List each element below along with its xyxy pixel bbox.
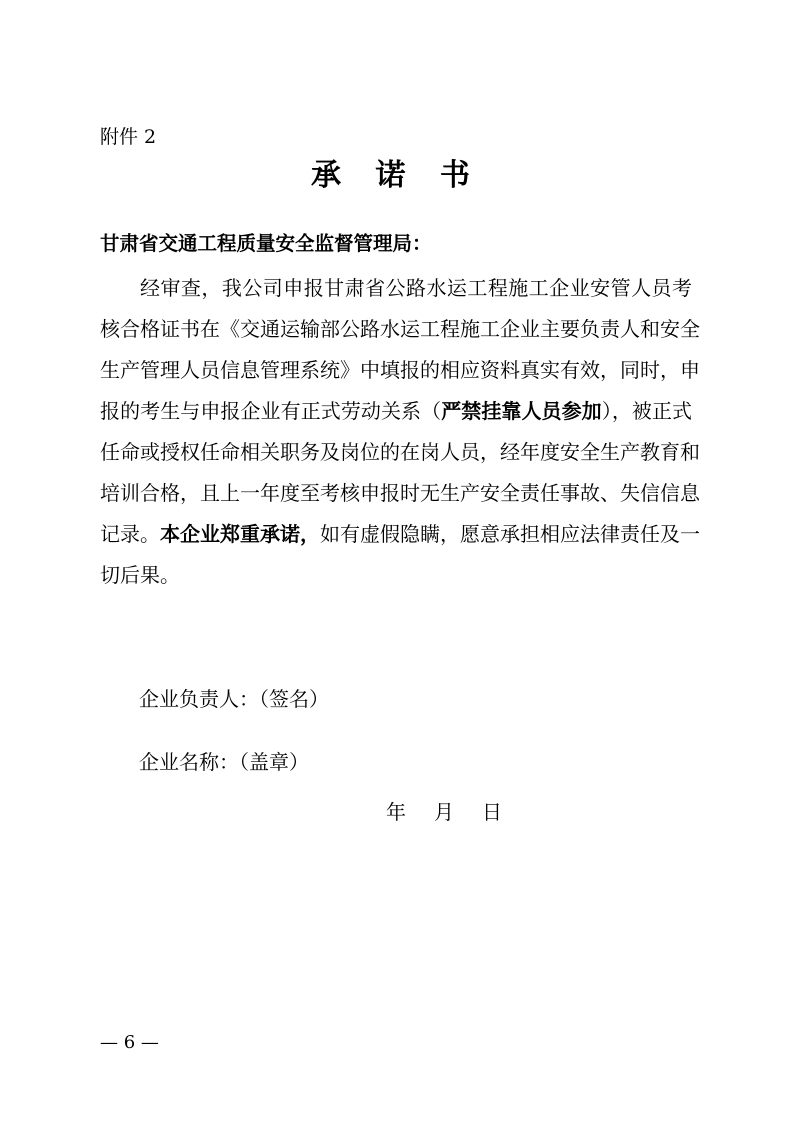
body-line-7-part-a: 记录。 xyxy=(100,522,160,546)
body-line-5: 任命或授权任命相关职务及岗位的在岗人员，经年度安全生产教育和 xyxy=(100,440,700,464)
emphasis-no-affiliation: 严禁挂靠人员参加 xyxy=(441,399,602,423)
body-line-7-part-b: 如有虚假隐瞒，愿意承担相应法律责任及一 xyxy=(320,522,700,546)
body-line-4 xyxy=(100,395,692,424)
body-line-4-part-b: ），被正式 xyxy=(601,399,693,423)
body-line-7 xyxy=(100,518,700,547)
body-line-3: 生产管理人员信息管理系统》中填报的相应资料真实有效，同时，申 xyxy=(100,358,700,382)
date-line xyxy=(386,796,530,825)
attachment-label: 附件 2 xyxy=(100,126,157,148)
body-line-2: 核合格证书在《交通运输部公路水运工程施工企业主要负责人和安全 xyxy=(100,317,700,341)
page-number: — 6 — xyxy=(100,1032,159,1053)
body-line-1: 经审查，我公司申报甘肃省公路水运工程施工企业安管人员考 xyxy=(140,276,692,300)
document-title: 承 诺 书 xyxy=(311,158,482,193)
date-year: 年 xyxy=(386,800,406,824)
recipient-line: 甘肃省交通工程质量安全监督管理局： xyxy=(100,232,432,255)
signer-label: 企业负责人：（签名） xyxy=(139,687,329,711)
body-line-8: 切后果。 xyxy=(100,563,180,587)
date-month: 月 xyxy=(434,800,454,824)
emphasis-solemn-promise: 本企业郑重承诺， xyxy=(160,522,320,546)
body-line-6: 培训合格，且上一年度至考核申报时无生产安全责任事故、失信信息 xyxy=(100,481,700,505)
date-day: 日 xyxy=(482,800,502,824)
company-label: 企业名称：（盖章） xyxy=(139,750,309,774)
body-line-4-part-a: 报的考生与申报企业有正式劳动关系（ xyxy=(100,399,442,423)
